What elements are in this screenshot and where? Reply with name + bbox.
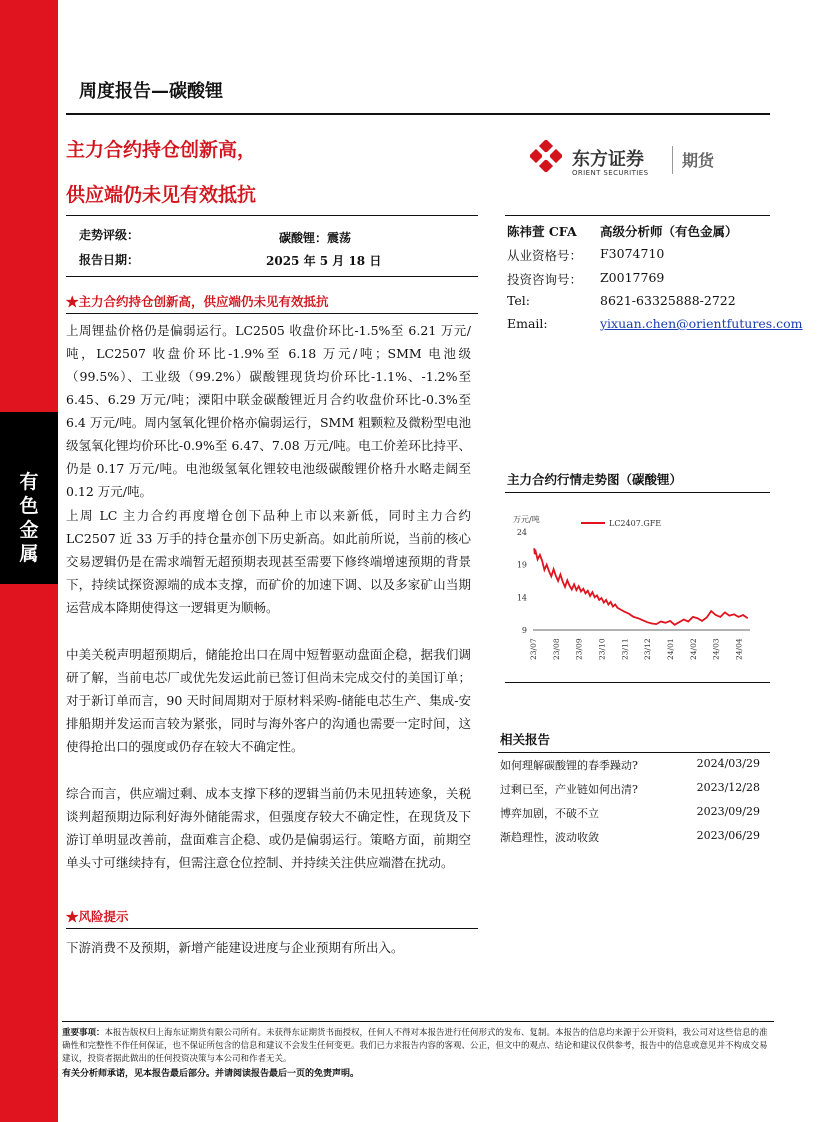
summary-rule (66, 313, 478, 314)
x-tick-label: 23/08 (551, 638, 561, 660)
summary-paragraph: 上周 LC 主力合约再度增仓创下品种上市以来新低，同时主力合约 LC2507 近 33 万手的持仓量亦创下历史新高。如此前所说，当前的核心交易逻辑仍是在需求端暂无超预期表现甚至需要下修终端增速预期的背景下，持续试探资源端的成本支撑，而矿价的加速下调、以及多家矿山当期运营成本降期使得这一逻辑更为顺畅。 (66, 508, 471, 615)
date-value: 2025 年 5 月 18 日 (266, 254, 382, 268)
analyst-row-label: 投资咨询号： (507, 272, 583, 287)
company-logo (530, 140, 740, 184)
x-tick-label: 23/12 (643, 638, 653, 660)
related-item[interactable] (500, 805, 760, 829)
summary-paragraph: 上周锂盐价格仍是偏弱运行。LC2505 收盘价环比-1.5%至 6.21 万元/吨，LC2507 收盘价环比-1.9%至 6.18 万元/吨；SMM 电池级（99.5%）、工业级（99.2%）碳酸锂现货均价环比-1.1%、-1.2%至 6.45、6.29 万元/吨；溧阳中联金碳酸锂近月合约收盘价环比-0.3%至 6.4 万元/吨。周内氢氧化锂价格亦偏弱运行，SMM 粗颗粒及微粉型电池级氢氧化锂均价环比-0.9%至 6.47、7.08 万元/吨。电工价差环比持平、仍是 0.17 万元/吨。电池级氢氧化锂较电池级碳酸锂价格升水略走阔至 0.12 万元/吨。 (66, 323, 471, 499)
logo-mark-icon (530, 140, 562, 172)
analyst-title: 高级分析师（有色金属） (600, 224, 738, 239)
legend-label: LC2407.GFE (609, 519, 662, 528)
disclaimer (62, 1027, 774, 1066)
related-item[interactable] (500, 829, 760, 853)
x-tick-label: 24/04 (734, 638, 744, 660)
x-tick-label: 24/01 (666, 638, 676, 660)
x-tick-label: 23/09 (574, 638, 584, 660)
x-tick-label: 23/11 (620, 638, 630, 660)
analyst-row-value: Z0017769 (600, 270, 665, 285)
rating-label: 走势评级： (79, 228, 140, 242)
related-list (500, 757, 760, 853)
rating-value: 碳酸锂：震荡 (279, 231, 352, 245)
x-tick-label: 24/02 (688, 638, 698, 660)
series-line (534, 548, 748, 625)
chart-title: 主力合约行情走势图（碳酸锂） (507, 472, 683, 487)
analyst-email-link[interactable]: yixuan.chen@orientfutures.com (600, 316, 803, 331)
price-line-chart (505, 508, 770, 668)
related-date: 2023/09/29 (696, 805, 760, 818)
analyst-row-label: 从业资格号： (507, 248, 583, 263)
related-date: 2024/03/29 (696, 757, 760, 770)
related-title: 过剩已至，产业链如何出清? (500, 783, 638, 796)
disclaimer-label: 重要事项： (62, 1028, 105, 1038)
analyst-top-rule (505, 215, 770, 216)
analyst-name: 陈祎萱 CFA (507, 224, 577, 239)
disclaimer-rule (62, 1021, 774, 1022)
x-tick-label: 24/03 (711, 638, 721, 660)
y-axis-label: 万元/吨 (513, 515, 540, 524)
meta-bottom-rule (66, 276, 478, 277)
logo-separator (672, 146, 673, 174)
logo-name-en: ORIENT SECURITIES (572, 169, 649, 177)
risk-heading: ★风险提示 (66, 909, 129, 924)
meta-top-rule (66, 215, 478, 216)
summary-paragraph: 中美关税声明超预期后，储能抢出口在周中短暂驱动盘面企稳，据我们调研了解，当前电芯厂或优先发运此前已签订但尚未完成交付的美国订单；对于新订单而言，90 天时间周期对于原材料采购-储能电芯生产、集成-安排船期并发运而言较为紧张，同时与海外客户的沟通也需要一定时间，这使得抢出口的强度或仍存在较大不确定性。 (66, 647, 471, 754)
related-rule (498, 752, 770, 753)
analyst-row-value: 8621-63325888-2722 (600, 293, 736, 308)
summary-heading: ★主力合约持仓创新高，供应端仍未见有效抵抗 (66, 294, 329, 309)
related-item[interactable] (500, 781, 760, 805)
summary-paragraph: 综合而言，供应端过剩、成本支撑下移的逻辑当前仍未见扭转迹象，关税谈判超预期边际利好海外储能需求，但强度存较大不确定性，在现货及下游订单明显改善前，盘面难言企稳、或仍是偏弱运行。策略方面，前期空单头寸可继续持有，但需注意仓位控制、并持续关注供应端潜在扰动。 (66, 786, 471, 870)
analyst-row-label: Email: (507, 316, 548, 331)
headline-line-2: 供应端仍未见有效抵抗 (66, 184, 257, 206)
related-heading: 相关报告 (500, 732, 551, 747)
related-title: 如何理解碳酸锂的春季躁动? (500, 759, 638, 772)
y-tick-label: 19 (516, 560, 527, 570)
date-label: 报告日期： (79, 253, 140, 267)
x-tick-label: 23/10 (597, 638, 607, 660)
headline-line-1: 主力合约持仓创新高， (66, 139, 257, 161)
sector-label: 有色金属 (19, 471, 39, 565)
header-divider (66, 113, 770, 115)
x-tick-label: 23/07 (529, 638, 538, 660)
logo-name-cn: 东方证券 (572, 149, 644, 170)
y-tick-label: 9 (521, 626, 527, 635)
related-date: 2023/06/29 (696, 829, 760, 842)
related-title: 渐趋理性，波动收敛 (500, 831, 599, 844)
chart-bottom-rule (505, 682, 770, 683)
risk-text: 下游消费不及预期，新增产能建设进度与企业预期有所出入。 (66, 940, 404, 955)
related-title: 博弈加剧，不破不立 (500, 807, 599, 820)
analyst-row-label: Tel: (507, 293, 530, 308)
related-date: 2023/12/28 (696, 781, 760, 794)
y-tick-label: 14 (516, 593, 527, 603)
y-tick-label: 24 (516, 528, 527, 537)
analyst-row-value: F3074710 (600, 246, 665, 261)
disclaimer-text: 本报告版权归上海东证期货有限公司所有。未获得东证期货书面授权，任何人不得对本报告进行任何形式的发布、复制。本报告的信息均来源于公开资料，我公司对这些信息的准确性和完整性不作任何保证，也不保证所包含的信息和建议不会发生任何变更。我们已力求报告内容的客观、公正，但文中的观点、结论和建议仅供参考，报告中的信息或意见并不构成交易建议，投资者据此做出的任何投资决策与本公司和作者无关。 (62, 1028, 768, 1064)
related-item[interactable] (500, 757, 760, 781)
logo-suffix: 期货 (682, 151, 715, 170)
report-type-title: 周度报告—碳酸锂 (79, 81, 223, 102)
risk-rule (66, 928, 478, 929)
chart-rule (505, 492, 770, 493)
disclaimer-footer: 有关分析师承诺，见本报告最后部分。并请阅读报告最后一页的免责声明。 (62, 1069, 360, 1079)
